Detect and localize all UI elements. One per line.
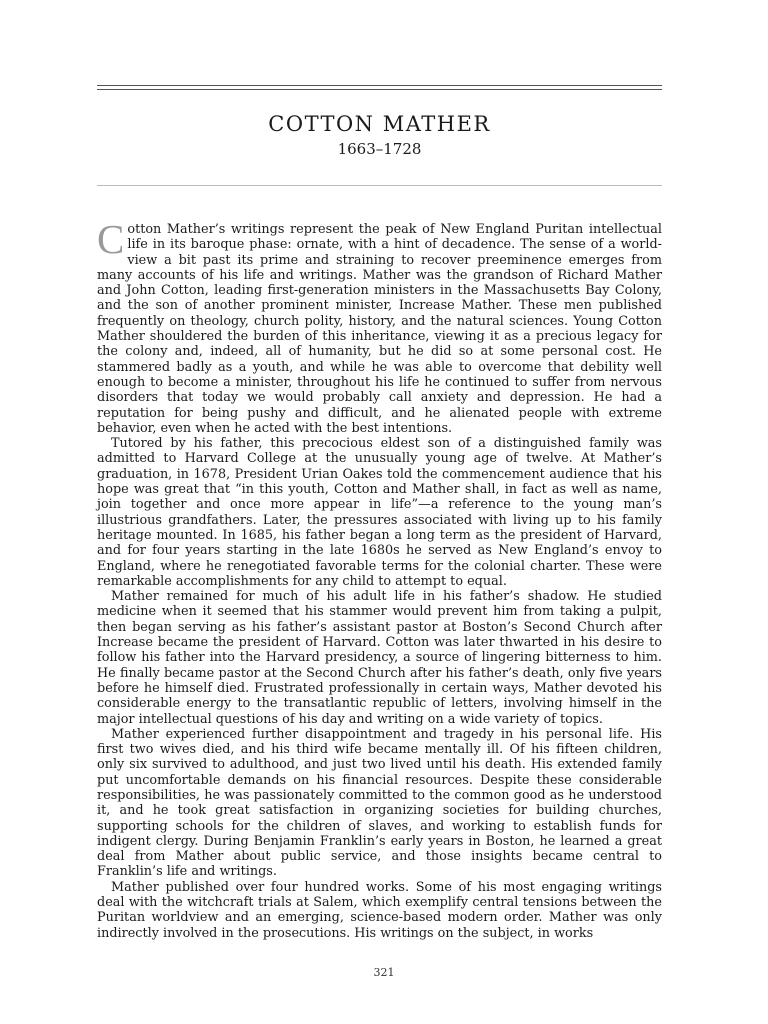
paragraph-5: Mather published over four hundred works. Some of his most engaging writings deal with the witchcraft trials at Salem, which exemplify central tensions between the Puritan worldview and an emerging, science-based modern order. Mather was only indirectly involved in the prosecutions. His writings on the subject, in works xyxy=(97,879,662,941)
body-text xyxy=(97,216,662,941)
page-number: 321 xyxy=(373,966,395,979)
header-divider xyxy=(97,185,662,186)
chapter-header xyxy=(97,112,662,158)
drop-cap: C xyxy=(97,216,125,262)
chapter-title: COTTON MATHER xyxy=(268,112,491,136)
paragraph-3: Mather remained for much of his adult life in his father’s shadow. He studied medicine when it seemed that his stammer would prevent him from taking a pulpit, then began serving as his father’s assistant pastor at Boston’s Second Church after Increase became the president of Harvard. Cotton was later thwarted in his desire to follow his father into the Harvard presidency, a source of lingering bitterness to him. He finally became pastor at the Second Church after his father’s death, only five years before he himself died. Frustrated professionally in certain ways, Mather devoted his considerable energy to the transatlantic republic of letters, involving himself in the major intellectual questions of his day and writing on a wide variety of topics. xyxy=(97,589,662,727)
life-dates: 1663–1728 xyxy=(337,140,422,158)
paragraph-4: Mather experienced further disappointment and tragedy in his personal life. His first two wives died, and his third wife became mentally ill. Of his fifteen children, only six survived to adulthood, and just two lived until his death. His extended family put uncomfortable demands on his financial resources. Despite these considerable responsibilities, he was passionately committed to the common good as he understood it, and he took great satisfaction in organizing societies for building churches, supporting schools for the children of slaves, and working to establish funds for indigent clergy. During Benjamin Franklin’s early years in Boston, he learned a great deal from Mather about public service, and those insights became central to Franklin’s life and writings. xyxy=(97,726,662,880)
paragraph-1 xyxy=(97,216,662,436)
top-double-rule xyxy=(97,85,662,90)
paragraph-1-text: otton Mather’s writings represent the peak of New England Puritan intellectual life in its baroque phase: ornate, with a hint of decadence. The sense of a world-view a bit past its prime and straining to recover preeminence emerges from many accounts of his life and writings. Mather was the grandson of Richard Mather and John Cotton, leading first-generation ministers in the Massachusetts Bay Colony, and the son of another prominent minister, Increase Mather. These men published frequently on theology, church polity, history, and the natural sciences. Young Cotton Mather shouldered the burden of this inheritance, viewing it as a precious legacy for the colony and, indeed, all of humanity, but he did so at some personal cost. He stammered badly as a youth, and while he was able to overcome that debility well enough to become a minister, throughout his life he continued to suffer from nervous disorders that today we would probably call anxiety and depression. He had a reputation for being pushy and difficult, and he alienated people with extreme behavior, even when he acted with the best intentions. xyxy=(97,222,662,436)
paragraph-2: Tutored by his father, this precocious eldest son of a distinguished family was admitted to Harvard College at the unusually young age of twelve. At Mather’s graduation, in 1678, President Urian Oakes told the commencement audience that his hope was great that “in this youth, Cotton and Mather shall, in fact as well as name, join together and once more appear in life”—a reference to the young man’s illustrious grandfathers. Later, the pressures associated with living up to his family heritage mounted. In 1685, his father began a long term as the president of Harvard, and for four years starting in the late 1680s he served as New England’s envoy to England, where he renegotiated favorable terms for the colonial charter. These were remarkable accomplishments for any child to attempt to equal. xyxy=(97,436,662,589)
